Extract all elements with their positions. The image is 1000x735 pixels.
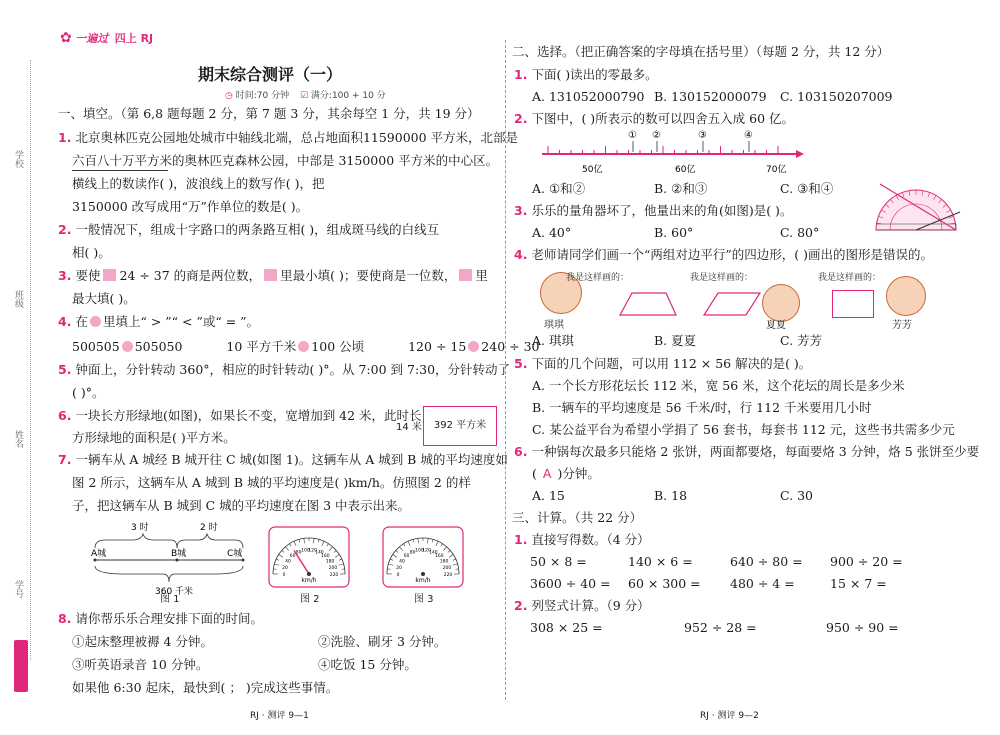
binding-label-name: 姓名	[13, 430, 23, 448]
q1-2-line1: 2. 一般情况下，组成十字路口的两条路互相( )，组成斑马线的白线互	[58, 222, 440, 237]
q1-3-line2: 最大填( )。	[72, 291, 136, 306]
gauge-tick-label: 220	[329, 573, 339, 578]
gauge-tick-label: 40	[285, 559, 291, 565]
calc-1-4: 900 ÷ 20 =	[830, 554, 903, 569]
calc-1-1: 50 × 8 =	[530, 554, 587, 569]
gauge-tick-label: 20	[282, 565, 288, 571]
q2-3-opt-a: A. 40°	[532, 225, 572, 240]
exam-meta	[225, 88, 386, 101]
q1-3-line1: 3. 要使 24 ÷ 37 的商是两位数， 里最小填( )；要使商是一位数， 里	[58, 268, 488, 283]
binding-logo-block	[14, 640, 28, 692]
q1-1-line1: 1. 北京奥林匹克公园地处城市中轴线北端，总占地面积11590000 平方米，北部是	[58, 130, 519, 145]
calc-1-2: 140 × 6 =	[628, 554, 693, 569]
q1-7-line3: 子，把这辆车从 B 城到 C 城的平均速度在图 3 中表示出来。	[72, 498, 411, 513]
parallelogram-shape	[702, 290, 762, 318]
gauge-tick-label: 0	[282, 573, 286, 578]
q2-3-opt-c: C. 80°	[780, 225, 820, 240]
header-grade: 四上 RJ	[114, 32, 154, 45]
gauge-tick-label: 120	[422, 548, 431, 554]
calc-2-2: 60 × 300 =	[628, 576, 701, 591]
name-xiaxia: 夏夏	[766, 320, 786, 331]
gauge-tick-label: 180	[325, 559, 335, 565]
gauge-tick-label: 160	[321, 554, 330, 560]
section3-heading: 三、计算。（共 22 分）	[512, 510, 643, 525]
q1-8-item4: ④吃饭 15 分钟。	[318, 657, 417, 672]
gauge-unit: km/h	[301, 577, 317, 584]
mark-1: ①	[628, 130, 637, 141]
name-qiqi: 琪琪	[544, 320, 564, 331]
gauge-tick-label: 60	[289, 554, 296, 560]
mark-4: ④	[744, 130, 753, 141]
vertical-calc-1: 308 × 25 =	[530, 620, 603, 635]
q2-2-opt-a: A. ①和②	[532, 181, 586, 196]
q2-5-opt-b: B. 一辆车的平均速度是 56 千米/时，行 112 千米要用几小时	[532, 400, 872, 415]
q2-2-opt-b: B. ②和③	[654, 181, 708, 196]
student-avatar-fangfang	[886, 276, 926, 316]
speedometer-fig3	[382, 526, 464, 588]
mark-3: ③	[698, 130, 707, 141]
q3-1-stem: 1. 直接写得数。（4 分）	[514, 532, 650, 547]
exam-score: 满分:100 + 10 分	[310, 91, 386, 101]
q2-4-opt-b: B. 夏夏	[654, 333, 697, 348]
axis-label-70: 70亿	[766, 165, 787, 175]
blank-square-icon	[264, 269, 277, 281]
q1-5-line1: 5. 钟面上，分针转动 360°，相应的时针转动( )°。从 7:00 到 7:30，分针转动了	[58, 362, 511, 377]
blank-square-icon	[459, 269, 472, 281]
q2-4-opt-a: A. 琪琪	[532, 333, 574, 348]
gauge-tick-label: 220	[443, 573, 453, 578]
number-line-figure	[538, 128, 808, 178]
binding-label-id: 学号	[13, 580, 23, 598]
footer-right: RJ · 测评 9—2	[700, 711, 759, 721]
fig1-caption: 图 1	[160, 594, 180, 605]
header-brand: 一遍过	[75, 32, 109, 45]
q2-6-line2: ( A )分钟。	[532, 466, 600, 481]
footer-left: RJ · 测评 9—1	[250, 711, 309, 721]
q1-7-line2: 图 2 所示，这辆车从 A 城到 B 城的平均速度是( )km/h。仿照图 2 的样	[72, 475, 471, 490]
mark-2: ②	[652, 130, 661, 141]
q2-4-stem: 4. 老师请同学们画一个“两组对边平行”的四边形，( )画出的图形是错误的。	[514, 247, 933, 262]
route-time2: 2 时	[200, 523, 218, 533]
calc-2-4: 15 × 7 =	[830, 576, 887, 591]
q2-3-opt-b: B. 60°	[654, 225, 694, 240]
handwritten-answer: A	[542, 466, 552, 481]
clock-icon: ◷	[225, 91, 233, 101]
gauge-tick-label: 40	[399, 559, 405, 565]
section2-heading: 二、选择。（把正确答案的字母填在括号里）（每题 2 分，共 12 分）	[512, 44, 890, 59]
q2-3-stem: 3. 乐乐的量角器坏了，他量出来的角(如图)是( )。	[514, 203, 793, 218]
blank-circle-icon	[122, 341, 133, 352]
protractor-figure	[868, 178, 964, 236]
calc-2-3: 480 ÷ 4 =	[730, 576, 795, 591]
q1-8-item3: ③听英语录音 10 分钟。	[72, 657, 209, 672]
q2-1-opt-c: C. 103150207009	[780, 89, 893, 104]
q1-8-item1: ①起床整理被褥 4 分钟。	[72, 634, 213, 649]
city-b: B城	[171, 549, 187, 559]
gauge-tick-label: 20	[396, 565, 402, 571]
fig3-caption: 图 3	[414, 594, 434, 605]
q2-5-stem: 5. 下面的几个问题，可以用 112 × 56 解决的是( )。	[514, 356, 812, 371]
vertical-calc-3: 950 ÷ 90 =	[826, 620, 899, 635]
route-time1: 3 时	[131, 523, 149, 533]
gauge-tick-label: 180	[439, 559, 449, 565]
q2-5-opt-c: C. 某公益平台为希望小学捐了 56 套书，每套书 112 元，这些书共需多少元	[532, 422, 955, 437]
q2-5-opt-a: A. 一个长方形花坛长 112 米，宽 56 米，这个花坛的周长是多少米	[532, 378, 905, 393]
binding-margin	[0, 0, 48, 735]
q1-2-line2: 相( )。	[72, 245, 111, 260]
calc-2-1: 3600 ÷ 40 =	[530, 576, 611, 591]
route-distance: 360 千米	[155, 587, 194, 597]
gauge-tick-label: 100	[301, 548, 310, 554]
axis-label-50: 50亿	[582, 165, 603, 175]
blank-circle-icon	[90, 316, 101, 327]
page-title: 期末综合测评（一）	[197, 65, 342, 84]
gauge-tick-label: 120	[308, 548, 317, 554]
name-fangfang: 芳芳	[892, 320, 912, 331]
q1-8-line1: 8. 请你帮乐乐合理安排下面的时间。	[58, 611, 263, 626]
rect-figure: 392 平方米	[423, 406, 497, 446]
binding-label-school: 学校	[13, 150, 23, 168]
q1-8-item2: ②洗脸、刷牙 3 分钟。	[318, 634, 447, 649]
q2-2-stem: 2. 下图中，( )所表示的数可以四舍五入成 60 亿。	[514, 111, 795, 126]
q2-1-stem: 1. 下面( )读出的零最多。	[514, 67, 658, 82]
trapezoid-shape	[618, 290, 678, 318]
q2-4-opt-c: C. 芳芳	[780, 333, 823, 348]
q2-6-opt-b: B. 18	[654, 488, 688, 503]
gauge-tick-label: 80	[295, 550, 302, 556]
binding-label-class: 班级	[13, 290, 23, 308]
bubble-text-1: 我是这样画的：	[566, 273, 630, 283]
q1-1-line4: 3150000 改写成用“万”作单位的数是( )。	[72, 199, 309, 214]
gauge-tick-label: 200	[328, 565, 338, 571]
gauge-tick-label: 80	[409, 550, 416, 556]
q1-8-line4: 如果他 6:30 起床，最快到( ； )完成这些事情。	[72, 680, 339, 695]
q2-6-opt-c: C. 30	[780, 488, 813, 503]
bubble-text-3: 我是这样画的：	[818, 273, 882, 283]
rectangle-shape	[832, 290, 874, 318]
gauge-tick-label: 0	[396, 573, 400, 578]
page-header	[60, 30, 153, 46]
q2-1-opt-b: B. 130152000079	[654, 89, 767, 104]
axis-label-60: 60亿	[675, 165, 696, 175]
blank-square-icon	[103, 269, 116, 281]
gauge-tick-label: 60	[403, 554, 410, 560]
q2-6-opt-a: A. 15	[532, 488, 565, 503]
vertical-calc-2: 952 ÷ 28 =	[684, 620, 757, 635]
q1-7-line1: 7. 一辆车从 A 城经 B 城开往 C 城(如图 1)。这辆车从 A 城到 B 城的平均速度如	[58, 452, 508, 467]
q2-2-opt-c: C. ③和④	[780, 181, 834, 196]
q3-2-stem: 2. 列竖式计算。（9 分）	[514, 598, 650, 613]
gauge-tick-label: 200	[442, 565, 452, 571]
q1-5-line2: ( )°。	[72, 385, 105, 400]
calc-1-3: 640 ÷ 80 =	[730, 554, 803, 569]
q1-6-line1: 6. 一块长方形绿地(如图)，如果长不变，宽增加到 42 米，此时长	[58, 408, 422, 423]
blank-circle-icon	[468, 341, 479, 352]
gauge-tick-label: 140	[429, 550, 438, 556]
q1-4-line1: 4. 在 里填上“ > ”“ < ”或“ = ”。	[58, 314, 260, 329]
q1-4-items: 500505 505050 10 平方千米 100 公顷 120 ÷ 15 240 ÷ 30	[72, 339, 540, 354]
gauge-tick-label: 100	[415, 548, 424, 554]
header-logo-icon: ✿	[60, 30, 72, 46]
q2-1-opt-a: A. 131052000790	[532, 89, 645, 104]
underline-mark	[72, 170, 168, 171]
score-icon: ☑	[299, 91, 309, 101]
section1-heading: 一、填空。（第 6,8 题每题 2 分，第 7 题 3 分，其余每空 1 分，共 19 分）	[58, 106, 480, 121]
rect-width-label: 14 米	[396, 422, 422, 433]
q1-6-line2: 方形绿地的面积是( )平方米。	[72, 430, 236, 445]
q2-6-stem: 6. 一种锅每次最多只能烙 2 张饼，两面都要烙，每面要烙 3 分钟，烙 5 张饼至少要	[514, 444, 980, 459]
fig2-caption: 图 2	[300, 594, 320, 605]
city-c: C城	[227, 549, 243, 559]
gauge-unit: km/h	[415, 577, 431, 584]
speedometer-fig2	[268, 526, 350, 588]
city-a: A城	[91, 549, 107, 559]
binding-dotted-line	[30, 60, 31, 660]
gauge-tick-label: 140	[315, 550, 324, 556]
gauge-tick-label: 160	[435, 554, 444, 560]
exam-time: 时间:70 分钟	[235, 91, 290, 101]
bubble-text-2: 我是这样画的：	[690, 273, 754, 283]
q1-1-line3: 横线上的数读作( )，波浪线上的数写作( )，把	[72, 176, 325, 191]
blank-circle-icon	[298, 341, 309, 352]
q1-1-line2: 六百八十万平方米的奥林匹克森林公园，中部是 3150000 平方米的中心区。	[72, 153, 499, 168]
